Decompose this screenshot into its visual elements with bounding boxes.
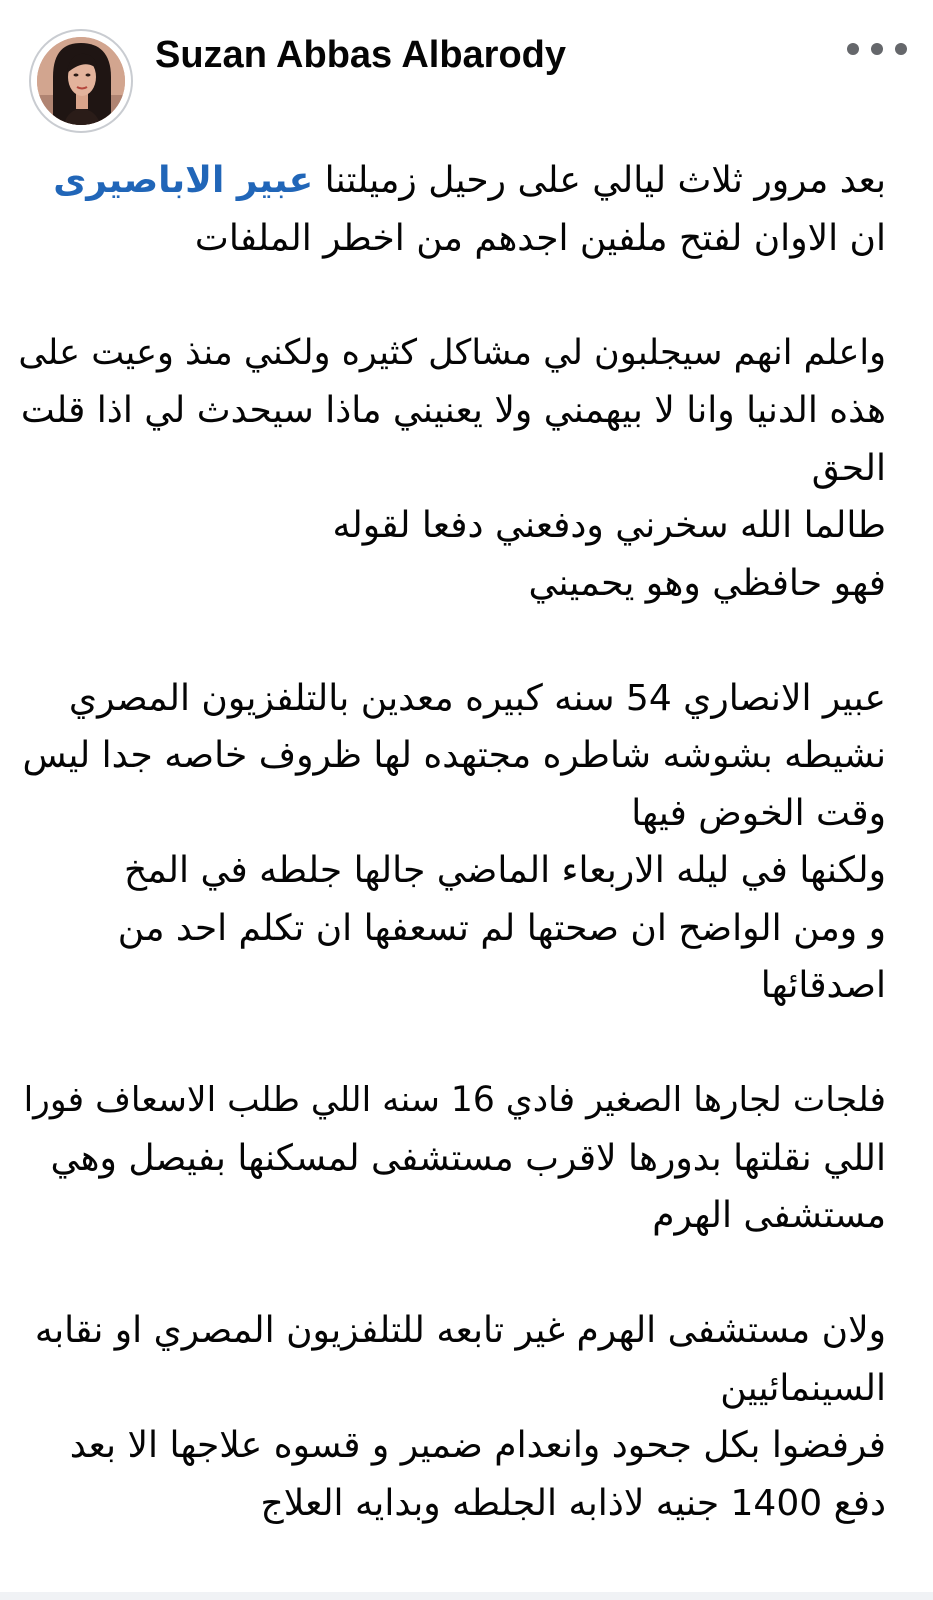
- post-line: واعلم انهم سيجلبون لي مشاكل كثيره ولكني منذ وعيت على: [18, 332, 886, 373]
- avatar-ring[interactable]: [29, 29, 133, 133]
- author-name[interactable]: Suzan Abbas Albarody: [155, 34, 567, 76]
- paragraph-gap: [16, 1015, 886, 1073]
- post-line: فرفضوا بكل جحود وانعدام ضمير و قسوه علاجها الا بعد: [69, 1425, 886, 1466]
- post-line: ان الاوان لفتح ملفين اجدهم من اخطر الملفات: [194, 217, 886, 259]
- post-line-text: بعد مرور ثلاث ليالي على رحيل زميلتنا: [313, 160, 886, 201]
- post-line: السينمائيين: [720, 1367, 886, 1409]
- more-options-icon[interactable]: [847, 30, 907, 68]
- more-dot: [871, 43, 883, 55]
- avatar-photo: [37, 37, 125, 125]
- post-line: عبير الانصاري 54 سنه كبيره معدين بالتلفزيون المصري: [68, 677, 886, 719]
- post-line: ولكنها في ليله الاربعاء الماضي جالها جلطه في المخ: [124, 850, 886, 891]
- post-line: اصدقائها: [760, 965, 886, 1006]
- post-line: [16, 152, 886, 210]
- more-dot: [847, 43, 859, 55]
- avatar[interactable]: [37, 37, 125, 125]
- post-line: نشيطه بشوشه شاطره مجتهده لها ظروف خاصه جدا ليس: [22, 735, 886, 776]
- post-line: فلجات لجارها الصغير فادي 16 سنه اللي طلب الاسعاف فورا: [23, 1080, 886, 1120]
- post-line: فهو حافظي وهو يحميني: [528, 562, 886, 604]
- post-line: هذه الدنيا وانا لا بيهمني ولا يعنيني ماذا سيحدث لي اذا قلت: [20, 390, 886, 431]
- bottom-divider: [0, 1592, 933, 1600]
- post-line: وقت الخوض فيها: [631, 792, 886, 834]
- paragraph-gap: [16, 612, 886, 670]
- post-header: [0, 0, 933, 140]
- more-dot: [895, 43, 907, 55]
- mention-link[interactable]: عبير الاباصيرى: [53, 160, 314, 201]
- post-line: مستشفى الهرم: [652, 1195, 886, 1236]
- post-line: و ومن الواضح ان صحتها لم تسعفها ان تكلم احد من: [117, 907, 886, 949]
- paragraph-gap: [16, 267, 886, 325]
- post-line: طالما الله سخرني ودفعني دفعا لقوله: [332, 505, 886, 546]
- paragraph-gap: [16, 1245, 886, 1303]
- post-text: [16, 152, 886, 1532]
- post-line: ولان مستشفى الهرم غير تابعه للتلفزيون المصري او نقابه: [34, 1310, 886, 1351]
- post-line: دفع 1400 جنيه لاذابه الجلطه وبدايه العلاج: [260, 1482, 886, 1524]
- post-line: اللي نقلتها بدورها لاقرب مستشفى لمسكنها بفيصل وهي: [50, 1137, 886, 1179]
- post-line: الحق: [811, 447, 886, 489]
